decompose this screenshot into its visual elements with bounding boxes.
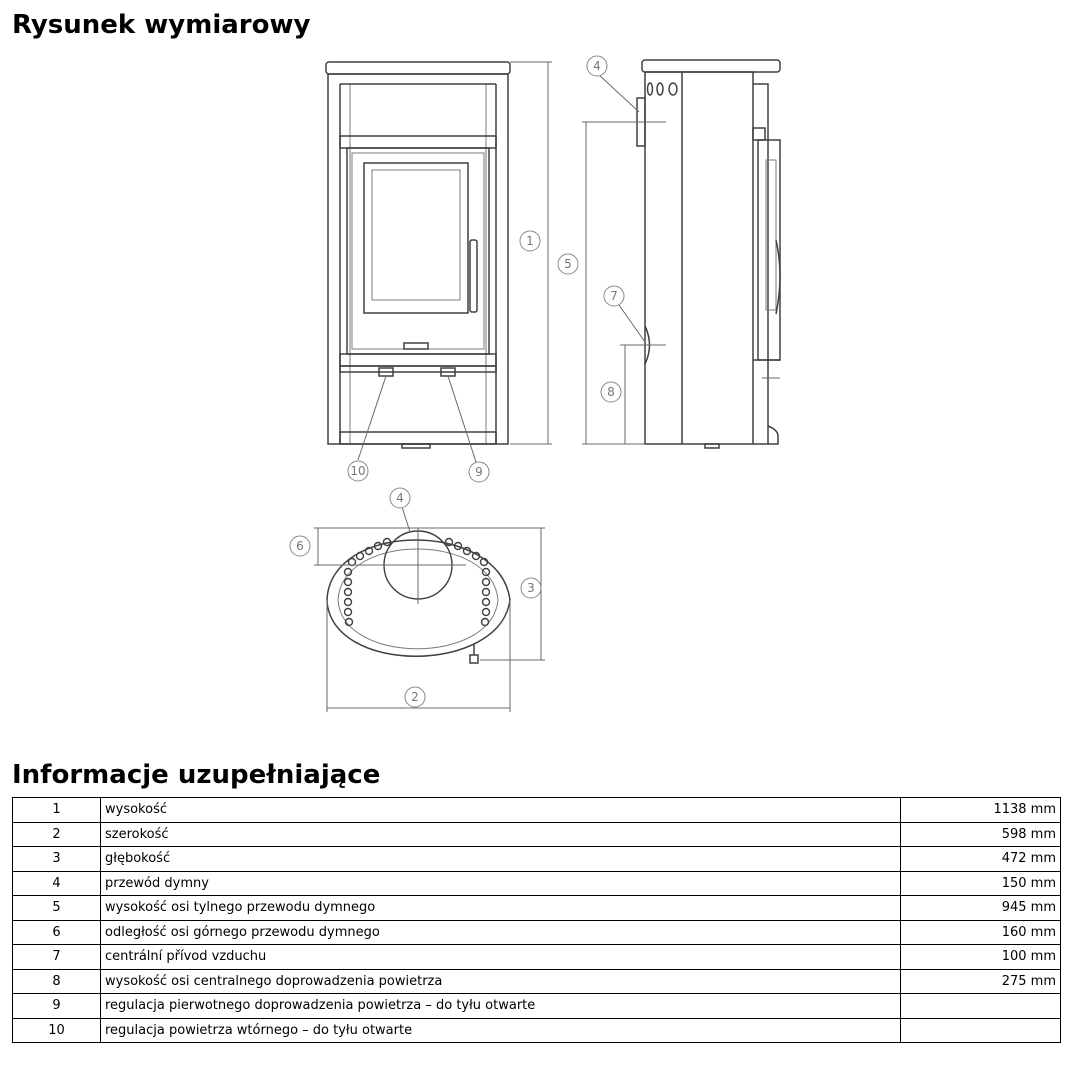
row-number: 2 [13,822,101,847]
info-section-title: Informacje uzupełniające [12,760,381,790]
row-value: 160 mm [901,920,1061,945]
row-label: wysokość [101,798,901,823]
table-row [13,896,1061,921]
row-label: regulacja powietrza wtórnego – do tyłu otwarte [101,1018,901,1043]
row-number: 4 [13,871,101,896]
row-number: 6 [13,920,101,945]
row-number: 1 [13,798,101,823]
table-row [13,969,1061,994]
table-row [13,920,1061,945]
row-value [901,994,1061,1019]
row-number: 7 [13,945,101,970]
row-number: 5 [13,896,101,921]
table-row [13,822,1061,847]
row-value: 100 mm [901,945,1061,970]
specs-table [12,797,1061,1043]
front-view [326,62,552,482]
row-label: odległość osi górnego przewodu dymnego [101,920,901,945]
table-row [13,994,1061,1019]
row-label: wysokość osi centralnego doprowadzenia powietrza [101,969,901,994]
row-number: 9 [13,994,101,1019]
row-label: regulacja pierwotnego doprowadzenia powietrza – do tyłu otwarte [101,994,901,1019]
callout-8: 8 [607,385,615,399]
row-label: szerokość [101,822,901,847]
top-view [290,488,545,712]
row-value: 945 mm [901,896,1061,921]
callout-10: 10 [350,464,366,478]
callout-7: 7 [610,289,618,303]
row-number: 8 [13,969,101,994]
row-label: głębokość [101,847,901,872]
callout-2: 2 [411,690,419,704]
row-number: 10 [13,1018,101,1043]
table-row [13,945,1061,970]
row-number: 3 [13,847,101,872]
side-view [558,56,780,448]
row-value: 275 mm [901,969,1061,994]
row-value: 1138 mm [901,798,1061,823]
table-row [13,798,1061,823]
callout-9: 9 [475,465,483,479]
callout-3: 3 [527,581,535,595]
callout-4-side: 4 [593,59,601,73]
drawing-section-title: Rysunek wymiarowy [12,10,311,40]
callout-5: 5 [564,257,572,271]
table-row [13,847,1061,872]
row-label: przewód dymny [101,871,901,896]
table-row [13,1018,1061,1043]
row-label: wysokość osi tylnego przewodu dymnego [101,896,901,921]
row-label: centrální přívod vzduchu [101,945,901,970]
row-value: 150 mm [901,871,1061,896]
row-value: 598 mm [901,822,1061,847]
callout-6: 6 [296,539,304,553]
row-value: 472 mm [901,847,1061,872]
table-row [13,871,1061,896]
callout-4-top: 4 [396,491,404,505]
row-value [901,1018,1061,1043]
callout-1: 1 [526,234,534,248]
